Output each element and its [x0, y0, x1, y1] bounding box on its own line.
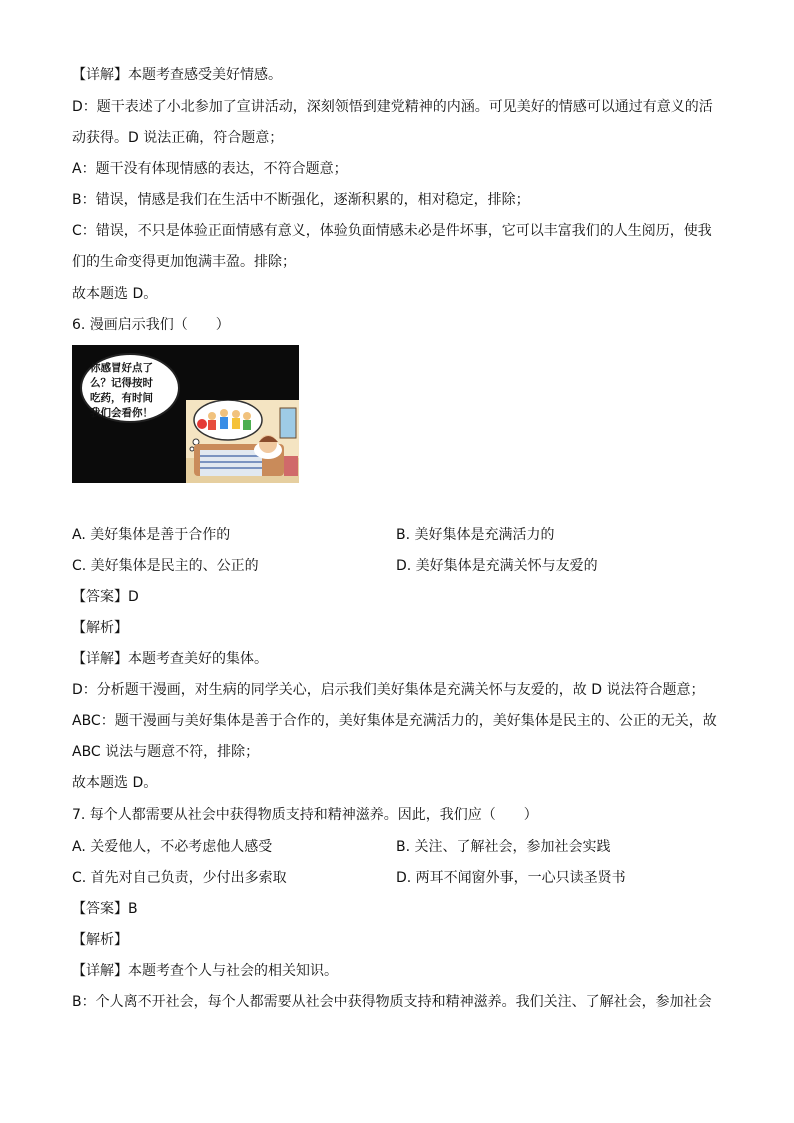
bubble-text-line: 你感冒好点了: [90, 362, 153, 374]
q6-explanation-line: D：分析题干漫画，对生病的同学关心，启示我们美好集体是充满关怀与友爱的，故 D 说法符合题意；: [72, 682, 705, 698]
bubble-text-line: 我们会看你！: [90, 407, 153, 419]
q6-option-b: B. 美好集体是充满活力的: [396, 527, 555, 543]
q6-analysis-heading: 【解析】: [72, 620, 128, 636]
q6-detail: 【详解】本题考查美好的集体。: [72, 651, 268, 667]
speech-bubble: [80, 353, 180, 423]
q6-option-d: D. 美好集体是充满关怀与友爱的: [396, 558, 598, 574]
q7-analysis-heading: 【解析】: [72, 932, 128, 948]
explanation-line: B：错误，情感是我们在生活中不断强化，逐渐积累的，相对稳定，排除；: [72, 192, 530, 208]
q6-answer: 【答案】D: [72, 589, 139, 605]
question-6-stem: 6. 漫画启示我们（ ）: [72, 317, 230, 333]
explanation-line: 们的生命变得更加饱满丰盈。排除；: [72, 254, 296, 270]
q6-option-a: A. 美好集体是善于合作的: [72, 527, 231, 543]
explanation-line: A：题干没有体现情感的表达，不符合题意；: [72, 161, 348, 177]
q6-explanation-line: ABC 说法与题意不符，排除；: [72, 744, 260, 760]
question-7-stem: 7. 每个人都需要从社会中获得物质支持和精神滋养。因此，我们应（ ）: [72, 807, 538, 823]
bubble-text-line: 么？记得按时: [90, 377, 153, 389]
q7-option-d: D. 两耳不闻窗外事，一心只读圣贤书: [396, 870, 626, 886]
bubble-text-line: 吃药，有时间: [90, 392, 153, 404]
q6-conclusion: 故本题选 D。: [72, 775, 158, 791]
q6-option-c: C. 美好集体是民主的、公正的: [72, 558, 259, 574]
conclusion-line: 故本题选 D。: [72, 286, 158, 302]
q7-explanation-line: B：个人离不开社会，每个人都需要从社会中获得物质支持和精神滋养。我们关注、了解社会，参加社会: [72, 994, 712, 1010]
q7-answer: 【答案】B: [72, 901, 138, 917]
q7-option-a: A. 关爱他人，不必考虑他人感受: [72, 839, 273, 855]
explanation-line: C：错误，不只是体验正面情感有意义，体验负面情感未必是件坏事，它可以丰富我们的人生阅历，使我: [72, 223, 712, 239]
q7-option-c: C. 首先对自己负责，少付出多索取: [72, 870, 287, 886]
explanation-line: 动获得。D 说法正确，符合题意；: [72, 130, 284, 146]
q7-option-b: B. 关注、了解社会，参加社会实践: [396, 839, 611, 855]
sick-student-illustration: [186, 400, 299, 483]
cartoon-image: [72, 345, 299, 483]
explanation-line: D：题干表述了小北参加了宣讲活动，深刻领悟到建党精神的内涵。可见美好的情感可以通过有意义的活: [72, 99, 713, 115]
q7-detail: 【详解】本题考查个人与社会的相关知识。: [72, 963, 338, 979]
q6-explanation-line: ABC：题干漫画与美好集体是善于合作的，美好集体是充满活力的，美好集体是民主的、公正的无关，故: [72, 713, 717, 729]
detail-heading-q5: 【详解】本题考查感受美好情感。: [72, 67, 282, 83]
